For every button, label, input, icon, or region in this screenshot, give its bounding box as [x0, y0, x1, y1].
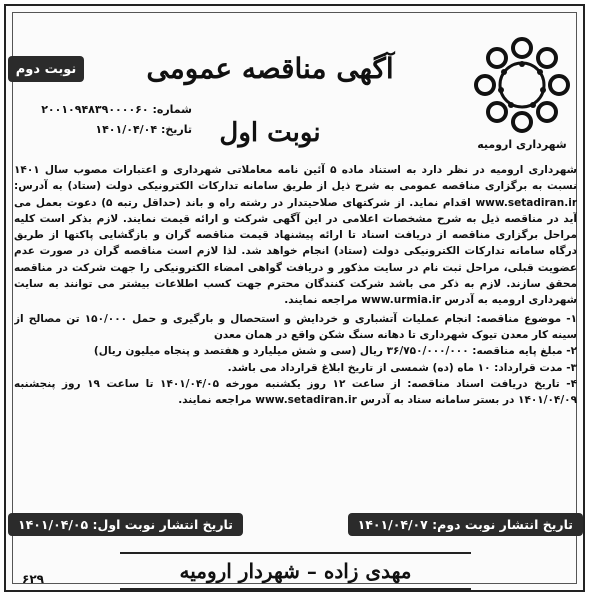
- notice-date: تاریخ: ۱۴۰۱/۰۴/۰۴: [95, 123, 192, 136]
- municipality-name: شهرداری ارومیه: [477, 138, 567, 151]
- notice-item: ۳- مدت قرارداد: ۱۰ ماه (ده) شمسی از تاریخ ابلاغ قرارداد می باشد.: [227, 361, 577, 374]
- first-publish-date: تاریخ انتشار نوبت اول: ۱۴۰۱/۰۴/۰۵: [8, 513, 243, 536]
- notice-intro: شهرداری ارومیه در نظر دارد به استناد ماده ۵ آئین نامه معاملاتی شهرداری و اعتبارات مصوب سال ۱۴۰۱ نسبت به برگزاری مناقصه عمومی به شرح ذیل از طریق سامانه تدارکات الکترونیکی دولت (ستاد) به آدرس: www.setadiran.ir اقدام نماید. از شرکتهای صلاحیتدار در رشته راه و باند (حداقل رتبه ۵) دعوت بعمل می آید در مناقصه ذیل به شرح مشخصات اعلامی در این آگهی شرکت و ارائه قیمت نمایند. لازم بذکر است کلیه مراحل برگزاری مناقصه از دریافت اسناد تا ارائه پیشنهاد قیمت مناقصه گران و بازگشایی پاکتها از طریق درگاه سامانه تدارکات الکترونیکی دولت (ستاد) انجام خواهد شد. لذا لازم است مناقصه گران در صورت عدم عضویت قبلی، مراحل ثبت نام در سایت مذکور و دریافت گواهی امضاء الکترونیکی را جهت شرکت در مناقصه محقق سازند. لازم به ذکر می باشد شرکت کنندگان محترم جهت کسب اطلاعات بیشتر می توانند به سایت شهرداری ارومیه به آدرس www.urmia.ir مراجعه نمایند.: [14, 164, 577, 307]
- notice-item: ۴- تاریخ دریافت اسناد مناقصه: از ساعت ۱۲ روز یکشنبه مورخه ۱۴۰۱/۰۴/۰۵ تا ساعت ۱۹ روز پنجشنبه ۱۴۰۱/۰۴/۰۹ در بستر سامانه ستاد به آدرس www.setadiran.ir مراجعه نمایند.: [14, 377, 577, 407]
- notice-title: آگهی مناقصه عمومی: [146, 52, 394, 85]
- notice-number: شماره: ۲۰۰۱۰۹۴۸۳۹۰۰۰۰۶۰: [41, 103, 192, 116]
- mayor-signature: مهدی زاده – شهردار ارومیه: [120, 552, 471, 590]
- notice-item: ۲- مبلغ پایه مناقصه: ۳۶/۷۵۰/۰۰۰/۰۰۰ ریال (سی و شش میلیارد و هفتصد و پنجاه میلیون ریال): [93, 345, 577, 358]
- municipality-logo-icon: [467, 30, 577, 140]
- second-publish-date: تاریخ انتشار نوبت دوم: ۱۴۰۱/۰۴/۰۷: [348, 513, 583, 536]
- notice-item: ۱- موضوع مناقصه: انجام عملیات آتشباری و خردایش و استحصال و بارگیری و حمل ۱۵۰/۰۰۰ تن مصالح از سینه کار معدن تیوک شهرداری تا دهانه سنگ شکن واقع در همان معدن: [14, 312, 577, 341]
- notice-body: [14, 162, 577, 502]
- second-notice-badge: نوبت دوم: [8, 56, 84, 82]
- page-number: ۶۲۹: [22, 572, 44, 586]
- notice-subtitle: نوبت اول: [219, 118, 321, 148]
- notice-meta: [12, 100, 192, 140]
- notice-items: [14, 311, 577, 409]
- publish-dates: [8, 508, 583, 540]
